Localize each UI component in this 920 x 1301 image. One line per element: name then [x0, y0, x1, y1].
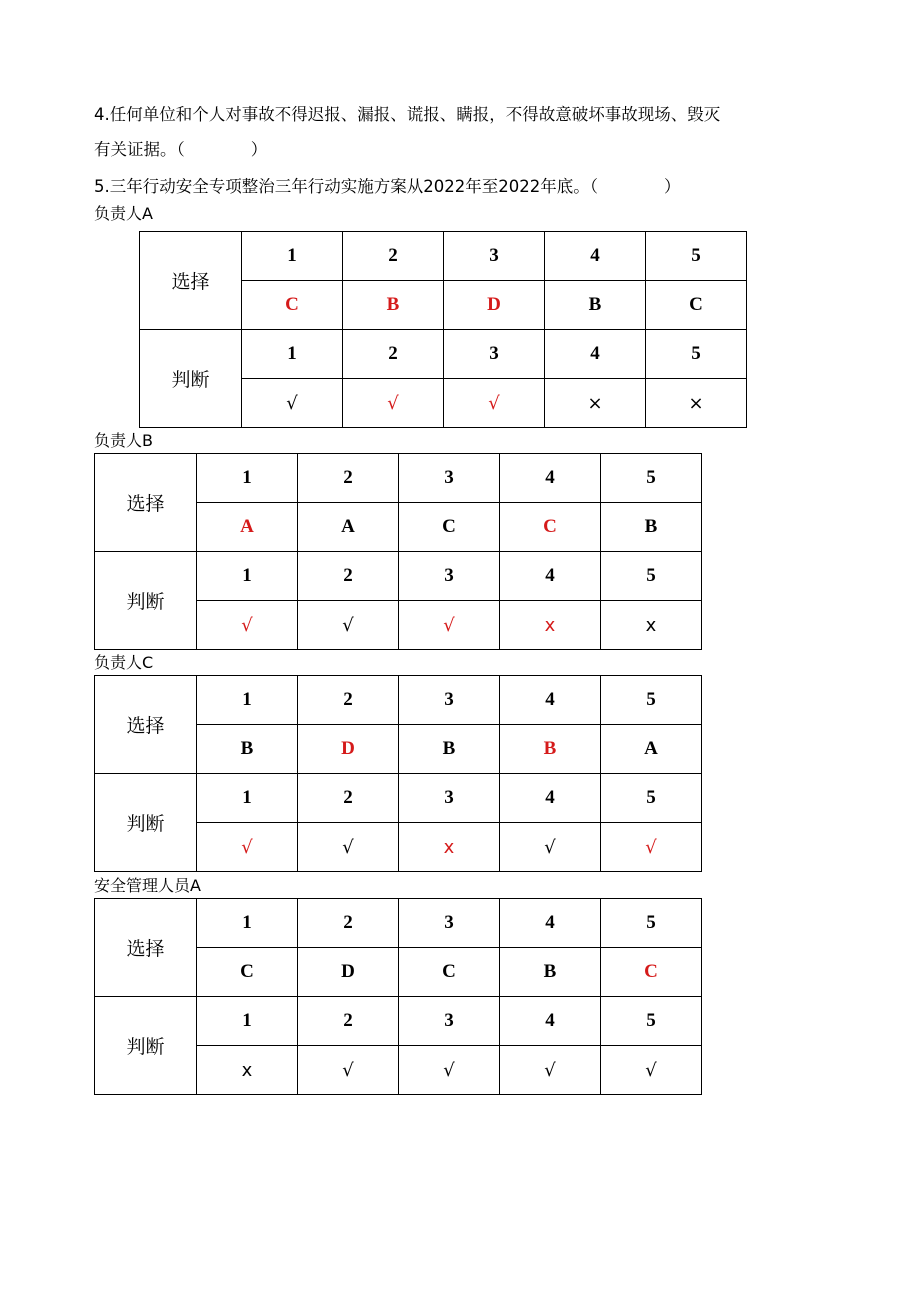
choice-question-number: 3 — [444, 232, 545, 281]
choice-answer-cell: C — [197, 948, 298, 997]
judge-answer-cell: × — [646, 379, 747, 428]
answer-table — [94, 453, 702, 650]
choice-question-number: 5 — [601, 454, 702, 503]
choice-question-number: 1 — [197, 454, 298, 503]
choice-answer-cell: C — [601, 948, 702, 997]
choice-answer-cell: A — [197, 503, 298, 552]
choice-number-row — [95, 899, 702, 948]
judge-question-number: 5 — [601, 552, 702, 601]
choice-answer-cell: B — [601, 503, 702, 552]
judge-row-label: 判断 — [95, 774, 197, 872]
choice-question-number: 5 — [646, 232, 747, 281]
choice-answer-cell: B — [399, 725, 500, 774]
table-caption: 负责人A — [94, 204, 153, 223]
choice-answer-cell: C — [399, 503, 500, 552]
judge-question-number: 5 — [601, 774, 702, 823]
judge-answer-cell: √ — [298, 823, 399, 872]
choice-answer-cell: B — [545, 281, 646, 330]
choice-question-number: 1 — [242, 232, 343, 281]
judge-answer-cell: √ — [500, 823, 601, 872]
judge-question-number: 3 — [399, 552, 500, 601]
choice-question-number: 2 — [298, 676, 399, 725]
judge-question-number: 3 — [444, 330, 545, 379]
judge-question-number: 4 — [500, 774, 601, 823]
choice-question-number: 2 — [343, 232, 444, 281]
choice-question-number: 3 — [399, 676, 500, 725]
answer-table — [94, 898, 702, 1095]
judge-number-row — [95, 997, 702, 1046]
judge-number-row — [95, 774, 702, 823]
judge-answer-cell: √ — [500, 1046, 601, 1095]
judge-answer-cell: x — [500, 601, 601, 650]
judge-answer-cell: √ — [242, 379, 343, 428]
judge-answer-cell: √ — [399, 1046, 500, 1095]
judge-question-number: 1 — [197, 997, 298, 1046]
choice-question-number: 2 — [298, 454, 399, 503]
judge-answer-cell: √ — [601, 1046, 702, 1095]
judge-answer-cell: √ — [343, 379, 444, 428]
table-caption: 负责人C — [94, 653, 154, 672]
judge-question-number: 2 — [343, 330, 444, 379]
judge-question-number: 3 — [399, 997, 500, 1046]
choice-question-number: 3 — [399, 899, 500, 948]
choice-question-number: 3 — [399, 454, 500, 503]
judge-answer-cell: √ — [399, 601, 500, 650]
choice-answer-cell: A — [601, 725, 702, 774]
judge-row-label: 判断 — [95, 552, 197, 650]
choice-question-number: 5 — [601, 899, 702, 948]
judge-row-label: 判断 — [140, 330, 242, 428]
judge-question-number: 4 — [500, 997, 601, 1046]
judge-question-number: 2 — [298, 997, 399, 1046]
choice-answer-cell: C — [500, 503, 601, 552]
judge-answer-cell: √ — [298, 1046, 399, 1095]
table-caption: 安全管理人员A — [94, 876, 201, 895]
choice-number-row — [140, 232, 747, 281]
judge-answer-cell: √ — [197, 823, 298, 872]
choice-answer-cell: C — [242, 281, 343, 330]
choice-answer-cell: B — [500, 725, 601, 774]
judge-answer-cell: x — [399, 823, 500, 872]
choice-answer-cell: B — [500, 948, 601, 997]
judge-number-row — [140, 330, 747, 379]
choice-row-label: 选择 — [95, 454, 197, 552]
judge-question-number: 2 — [298, 774, 399, 823]
choice-answer-cell: D — [298, 725, 399, 774]
judge-number-row — [95, 552, 702, 601]
choice-question-number: 5 — [601, 676, 702, 725]
question-5: 5.三年行动安全专项整治三年行动实施方案从2022年至2022年底。（ ） — [94, 177, 681, 196]
choice-answer-cell: B — [197, 725, 298, 774]
choice-answer-cell: D — [444, 281, 545, 330]
judge-answer-cell: √ — [601, 823, 702, 872]
choice-answer-cell: A — [298, 503, 399, 552]
judge-question-number: 1 — [242, 330, 343, 379]
choice-number-row — [95, 676, 702, 725]
choice-question-number: 4 — [500, 454, 601, 503]
judge-row-label: 判断 — [95, 997, 197, 1095]
table-caption: 负责人B — [94, 431, 153, 450]
judge-answer-cell: × — [545, 379, 646, 428]
choice-question-number: 1 — [197, 676, 298, 725]
judge-question-number: 4 — [545, 330, 646, 379]
answer-table — [94, 675, 702, 872]
judge-question-number: 5 — [646, 330, 747, 379]
judge-answer-cell: √ — [298, 601, 399, 650]
choice-question-number: 1 — [197, 899, 298, 948]
choice-question-number: 4 — [500, 899, 601, 948]
choice-row-label: 选择 — [140, 232, 242, 330]
choice-row-label: 选择 — [95, 676, 197, 774]
question-4-line-1: 4.任何单位和个人对事故不得迟报、漏报、谎报、瞒报，不得故意破坏事故现场、毁灭 — [94, 105, 721, 124]
judge-question-number: 2 — [298, 552, 399, 601]
question-4-line-2: 有关证据。（ ） — [94, 140, 268, 159]
choice-question-number: 4 — [500, 676, 601, 725]
choice-answer-cell: C — [399, 948, 500, 997]
judge-question-number: 3 — [399, 774, 500, 823]
choice-answer-cell: C — [646, 281, 747, 330]
judge-answer-cell: √ — [444, 379, 545, 428]
answer-table — [139, 231, 747, 428]
choice-row-label: 选择 — [95, 899, 197, 997]
choice-answer-cell: B — [343, 281, 444, 330]
choice-number-row — [95, 454, 702, 503]
judge-question-number: 1 — [197, 774, 298, 823]
judge-answer-cell: x — [197, 1046, 298, 1095]
choice-question-number: 2 — [298, 899, 399, 948]
choice-answer-cell: D — [298, 948, 399, 997]
judge-answer-cell: √ — [197, 601, 298, 650]
choice-question-number: 4 — [545, 232, 646, 281]
judge-question-number: 4 — [500, 552, 601, 601]
judge-answer-cell: x — [601, 601, 702, 650]
judge-question-number: 5 — [601, 997, 702, 1046]
judge-question-number: 1 — [197, 552, 298, 601]
